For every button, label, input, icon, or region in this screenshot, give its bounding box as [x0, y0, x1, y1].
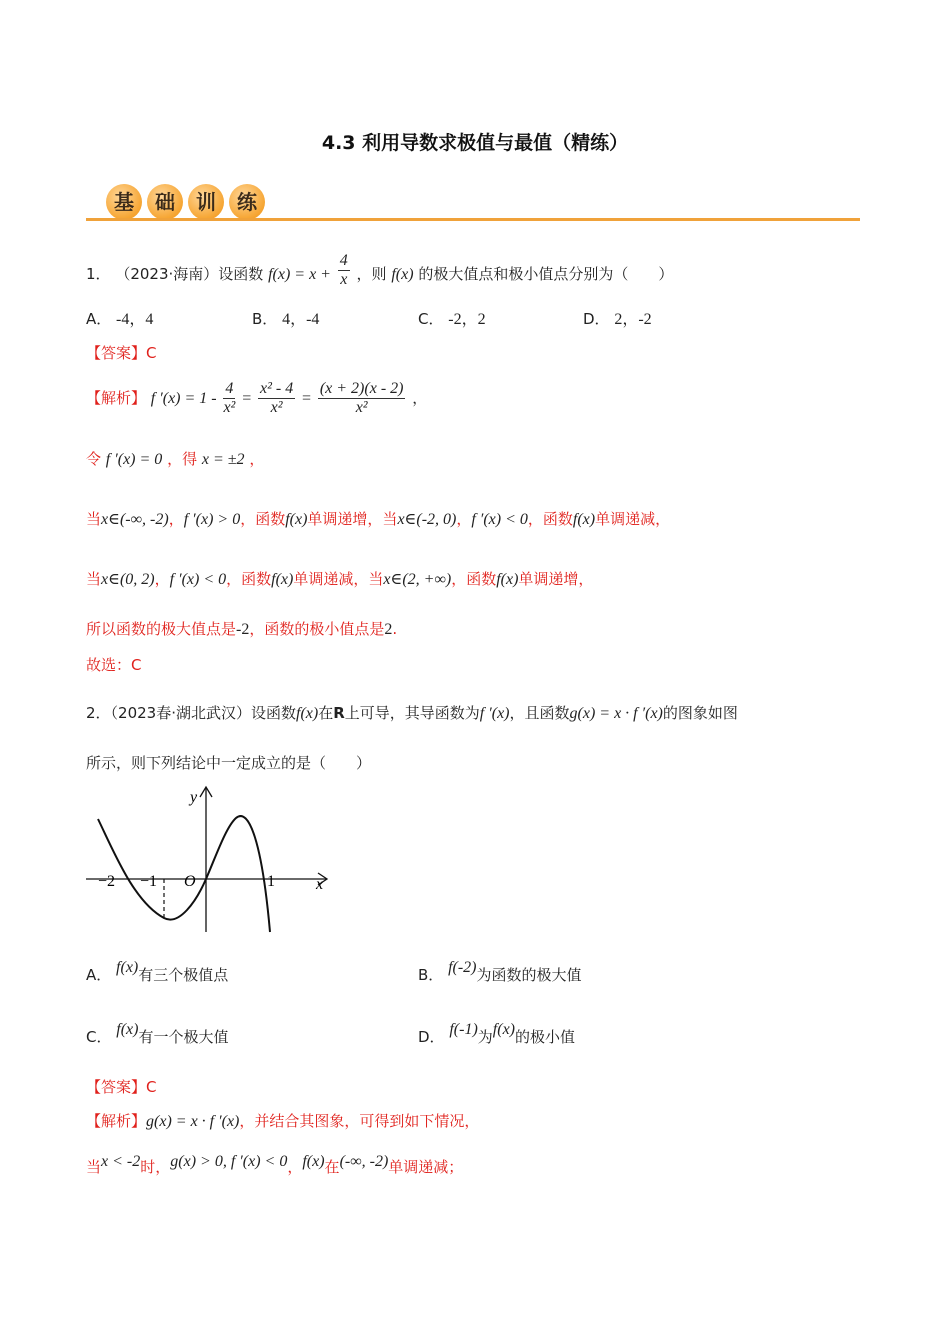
q1-l3-a: 当	[86, 510, 102, 528]
q2-graph	[84, 782, 334, 942]
q2-answer-value: C	[146, 1078, 157, 1096]
q2-l2-math2: g(x) > 0, f ′(x) < 0	[170, 1153, 288, 1170]
q1-answer	[86, 342, 157, 363]
q1-option-d-text: 2，-2	[614, 311, 652, 328]
q2-analysis-line1	[86, 1110, 479, 1131]
q1-deriv: f ′(x) = 1 -	[150, 390, 217, 407]
q2-math3: g(x) = x · f ′(x)	[569, 705, 663, 722]
section-badge-4: 练	[229, 184, 265, 220]
section-badge-3: 训	[188, 184, 224, 220]
q2-option-a	[86, 959, 229, 985]
q2-option-d-math: f(-1)	[449, 1021, 478, 1038]
q1-l3-math2: f ′(x) > 0	[183, 511, 241, 528]
q2-math2: f ′(x)	[479, 705, 510, 722]
q1-l4-math4: x∈(2, +∞)	[383, 571, 452, 588]
q1-option-c	[418, 306, 486, 329]
q1-number: 1．	[86, 265, 111, 283]
section-badge-2: 础	[147, 184, 183, 220]
q1-option-a-text: -4，4	[116, 311, 154, 328]
q2-option-c-label: C．	[86, 1028, 112, 1046]
page-title: 4.3 利用导数求极值与最值（精练）	[321, 132, 629, 154]
q1-l5-math1: -2	[236, 621, 250, 638]
q2-analysis-text1: ，并结合其图象，可得到如下情况，	[239, 1112, 480, 1130]
q1-deriv-frac1	[223, 380, 235, 417]
graph-tick-1: 1	[267, 873, 275, 890]
q2-l2-math3: f(x)	[302, 1153, 325, 1170]
q1-analysis-tag: 【解析】	[86, 389, 147, 407]
q1-frac-den: x	[340, 271, 348, 288]
q1-option-b	[252, 306, 319, 329]
q2-math1: f(x)	[296, 705, 319, 722]
q1-deriv-frac2-den: x²	[270, 399, 283, 416]
q1-l3-math4: x∈(-2, 0)	[397, 511, 457, 528]
q1-l5-math2: 2	[384, 621, 393, 638]
q1-l3-d: 单调递增，当	[307, 510, 398, 528]
q2-l2-a: 当	[86, 1158, 102, 1176]
q2-analysis-line2	[86, 1153, 464, 1177]
q2-option-a-label: A．	[86, 966, 112, 984]
q2-option-d-label: D．	[418, 1028, 445, 1046]
q1-l4-f: 单调递增，	[518, 570, 594, 588]
q1-l4-e: ，函数	[451, 570, 497, 588]
graph-x-label: x	[316, 876, 324, 893]
q2-l2-d: 在	[324, 1158, 340, 1176]
q2-t3: ，且函数	[509, 704, 570, 722]
q2-analysis-math1: g(x) = x · f ′(x)	[146, 1113, 240, 1130]
q1-option-a-label: A．	[86, 310, 112, 328]
q1-l5-a: 所以函数的极大值点是	[86, 620, 237, 638]
q2-option-a-math: f(x)	[116, 959, 139, 976]
q2-option-d	[418, 1021, 576, 1047]
q1-deriv-frac2	[258, 380, 295, 417]
q2-l2-b: 时，	[140, 1158, 171, 1176]
q1-l4-math5: f(x)	[496, 571, 519, 588]
q2-l2-math1: x < -2	[101, 1153, 141, 1170]
q1-analysis-line5	[86, 618, 397, 639]
q1-answer-value: C	[146, 344, 157, 362]
graph-y-label: y	[190, 789, 198, 806]
q2-option-d-math2: f(x)	[492, 1021, 515, 1038]
q1-l2-math2: x = ±2	[201, 451, 245, 468]
q1-fx: f(x)	[391, 266, 414, 283]
q2-t2: 上可导，其导函数为	[344, 704, 480, 722]
q1-deriv-frac2-num: x² - 4	[260, 380, 294, 397]
q2-l2-c: ，	[287, 1158, 303, 1176]
q2-option-c-text: 有一个极大值	[138, 1028, 229, 1046]
q1-l2-math1: f ′(x) = 0	[105, 451, 163, 468]
q2-t1: 在	[318, 704, 334, 722]
q1-analysis-line4	[86, 568, 593, 589]
q1-l2-b: ，得	[167, 450, 198, 468]
q1-analysis-line2	[86, 448, 264, 469]
q1-mid: ，则	[356, 265, 387, 283]
q2-option-a-text: 有三个极值点	[138, 966, 229, 984]
q1-l3-f: ，函数	[527, 510, 573, 528]
q1-l4-c: ，函数	[226, 570, 272, 588]
q1-func-frac	[338, 252, 350, 289]
q2-option-c-math: f(x)	[116, 1021, 139, 1038]
q2-stem	[86, 702, 738, 723]
q1-option-c-label: C．	[418, 310, 444, 328]
q2-number: 2．	[86, 704, 111, 722]
q1-deriv-frac3	[318, 380, 406, 417]
q2-t4: 的图象如图	[662, 704, 738, 722]
q1-l3-e: ，	[456, 510, 472, 528]
graph-origin-label: O	[184, 873, 196, 890]
q1-source: （2023·海南）设函数	[115, 265, 264, 283]
graph-tick-neg1: −1	[140, 873, 158, 890]
q1-final: 故选：C	[86, 656, 142, 674]
q1-deriv-frac1-num: 4	[225, 380, 234, 397]
q2-option-c	[86, 1021, 229, 1047]
q1-tail: 的极大值点和极小值点分别为（ ）	[418, 265, 674, 283]
q2-l2-math4: (-∞, -2)	[339, 1153, 389, 1170]
q1-deriv-frac3-num: (x + 2)(x - 2)	[319, 380, 404, 397]
q1-l3-math6: f(x)	[572, 511, 596, 528]
q2-answer	[86, 1076, 157, 1097]
q2-analysis-tag: 【解析】	[86, 1112, 147, 1130]
q1-l4-math2: f ′(x) < 0	[169, 571, 227, 588]
q1-l4-math1: x∈(0, 2)	[101, 571, 155, 588]
q1-frac-num: 4	[339, 252, 348, 269]
q1-l4-a: 当	[86, 570, 102, 588]
q1-l3-g: 单调递减，	[595, 510, 671, 528]
q1-answer-tag: 【答案】	[86, 344, 147, 362]
q1-analysis-line3	[86, 508, 670, 529]
graph-tick-neg2: −2	[98, 873, 116, 890]
q1-deriv-frac3-den: x²	[355, 399, 368, 416]
q1-func: f(x) = x +	[268, 266, 331, 283]
q1-option-b-text: 4，-4	[282, 311, 320, 328]
q1-l5-c: .	[392, 620, 398, 638]
q1-l4-b: ，	[154, 570, 170, 588]
q1-l2-a: 令	[86, 450, 102, 468]
q1-l3-math1: x∈(-∞, -2)	[101, 511, 169, 528]
q1-deriv-frac1-den: x²	[223, 399, 236, 416]
q1-l2-c: ，	[249, 450, 265, 468]
q1-l4-math3: f(x)	[271, 571, 294, 588]
q1-l4-d: 单调递减，当	[293, 570, 384, 588]
q1-analysis-line1: 【解析】 f ′(x) = 1 - $\frac{4}{\text{x²}}$ = $\frac{\text{x² - 4}}{\text{x²}}$ = $\frac{(x + 2)(x - 2)}{\text{x²}}$ ，	[86, 380, 428, 416]
q1-l3-math3: f(x)	[285, 511, 308, 528]
q1-analysis-comma: ，	[412, 389, 428, 407]
q2-bold-r: R	[333, 704, 345, 722]
q2-option-d-text: 为	[477, 1028, 493, 1046]
section-badge-1: 基	[106, 184, 142, 220]
q1-l3-b: ，	[168, 510, 184, 528]
q2-option-b-text: 为函数的极大值	[476, 966, 582, 984]
q1-l3-c: ，函数	[240, 510, 286, 528]
q2-option-b	[418, 959, 582, 985]
q1-option-b-label: B．	[252, 310, 278, 328]
q1-option-d	[583, 306, 652, 329]
q1-option-c-text: -2，2	[448, 311, 486, 328]
q2-stem-line2: 所示，则下列结论中一定成立的是（ ）	[86, 754, 372, 772]
q2-option-b-math: f(-2)	[448, 959, 477, 976]
q1-stem	[86, 252, 674, 293]
section-divider	[86, 218, 860, 221]
q2-option-b-label: B．	[418, 966, 444, 984]
q2-option-d-text2: 的极小值	[515, 1028, 576, 1046]
q2-source: （2023春·湖北武汉）设函数	[110, 704, 296, 722]
q2-l2-e: 单调递减；	[388, 1158, 464, 1176]
q1-l5-b: ，函数的极小值点是	[249, 620, 385, 638]
q1-l3-math5: f ′(x) < 0	[471, 511, 528, 528]
q1-option-a	[86, 306, 153, 329]
q1-option-d-label: D．	[583, 310, 610, 328]
q2-answer-tag: 【答案】	[86, 1078, 147, 1096]
